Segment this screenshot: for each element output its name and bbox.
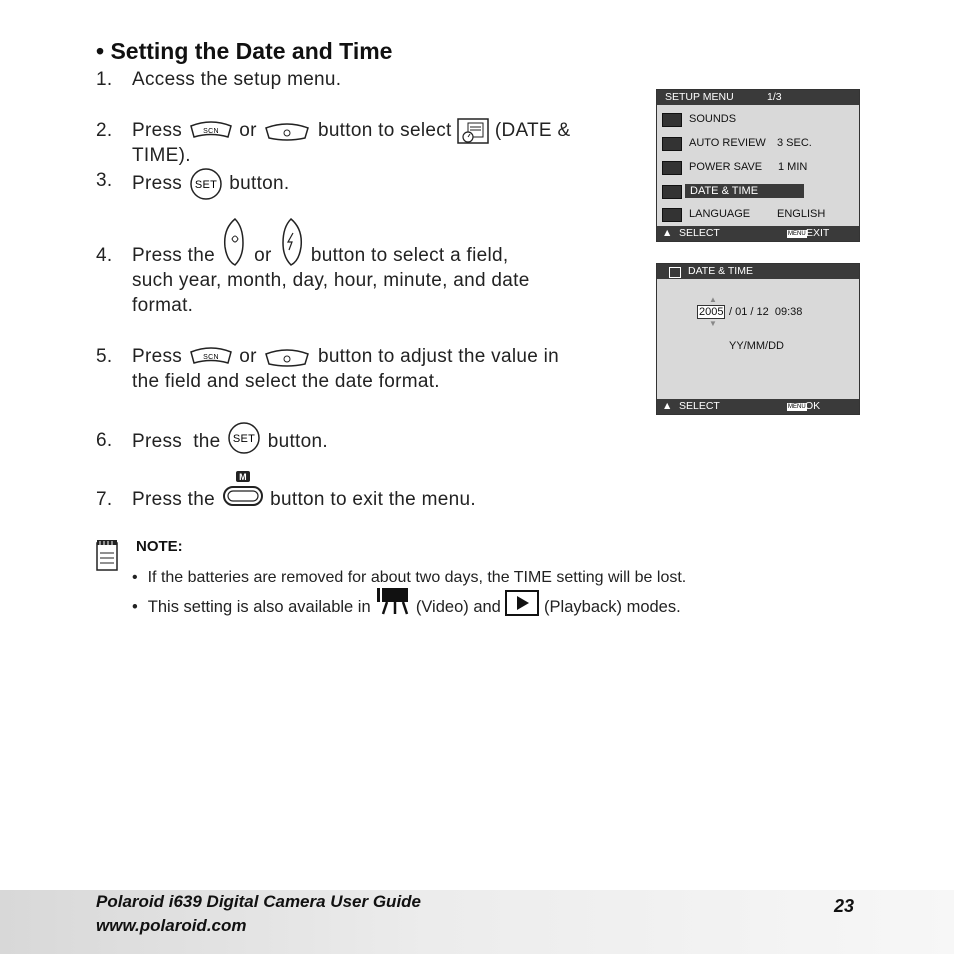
step-text: the field and select the date format. [132,371,440,392]
menu-item-auto-review[interactable]: AUTO REVIEW 3 SEC. [657,133,859,153]
footer-url[interactable]: www.polaroid.com [96,916,247,935]
self-timer-down-button-icon [262,346,312,368]
step-number: 5. [96,346,113,367]
step-text: button to exit the menu. [270,489,476,510]
step-number: 7. [96,489,113,510]
step-text: format. [132,295,194,316]
macro-left-button-icon [221,217,249,267]
step-text: Press the [132,431,221,453]
step-number: 1. [96,69,113,90]
step-text: Press the [132,245,215,266]
step-text: button to select a field, [310,245,509,266]
svg-text:SCN: SCN [202,128,219,135]
step-number: 6. [96,430,113,451]
menu-key-icon: MENU [788,231,806,237]
page-number: 23 [834,896,855,916]
playback-icon [505,590,539,616]
step-number: 3. [96,170,113,191]
svg-text:SCN: SCN [202,353,219,361]
step-text: Press [132,346,183,367]
step-text: button to adjust the value in [317,346,560,367]
menu-button-icon [221,470,265,510]
date-time-icon [669,267,681,278]
menu-key-icon: MENU [788,404,806,410]
step-text: Access the setup menu. [132,69,342,90]
speaker-icon [662,113,682,127]
review-icon [662,137,682,151]
step-number: 2. [96,120,113,141]
page-footer [0,890,954,954]
step-text: button. [229,173,290,195]
notepad-icon [96,539,118,571]
step-text: TIME). [132,145,191,166]
set-button-icon [226,420,262,456]
step-number: 4. [96,245,113,266]
svg-text:SET: SET [194,179,217,191]
scn-up-button-icon [188,346,234,368]
svg-text:M: M [238,471,247,482]
video-camera-icon [375,586,411,616]
year-field[interactable]: 2005 [699,306,724,318]
step-text: or [254,245,272,266]
note-label: NOTE: [136,538,183,555]
power-save-icon [662,161,682,175]
date-time-icon [457,118,489,144]
down-arrow-icon[interactable]: ▼ [709,319,717,328]
menu-item-sounds[interactable]: SOUNDS [657,109,859,129]
step-text: or [239,120,257,142]
step-text: Press [132,120,183,142]
date-time-value: / 01 / 12 09:38 [729,306,803,318]
flash-right-button-icon [277,217,305,267]
date-format[interactable]: YY/MM/DD [729,340,784,352]
up-down-arrows-icon: ▲ [662,400,673,412]
svg-text:SET: SET [232,433,256,445]
up-down-arrows-icon: ▲ [662,227,673,239]
step-text: Press the [132,489,215,510]
step-text: (DATE & [494,120,571,142]
date-time-screen: DATE & TIME ▲ 2005 / 01 / 12 09:38 ▼ YY/MM/DD ▲ SELECT MENU OK [656,263,860,415]
self-timer-down-button-icon [262,120,312,142]
lcd-page: 1/3 [767,91,782,103]
note-bullet: • This setting is also available in (Video) and (Playback) modes. [132,598,681,617]
setup-menu-screen: SETUP MENU 1/3 SOUNDS AUTO REVIEW 3 SEC. POWER SAVE 1 MIN DATE & TIME LANGUAGE ENGLISH ▲ SELECT MENU EXIT [656,89,860,242]
menu-item-language[interactable]: LANGUAGE ENGLISH [657,204,859,224]
lcd-title: DATE & TIME [688,265,753,277]
up-arrow-icon[interactable]: ▲ [709,295,717,304]
menu-item-date-time[interactable]: DATE & TIME [657,181,859,201]
note-bullet: • If the batteries are removed for about two days, the TIME setting will be lost. [132,569,687,586]
scn-up-button-icon [188,120,234,142]
step-text: or [239,346,257,367]
menu-item-power-save[interactable]: POWER SAVE 1 MIN [657,157,859,177]
step-text: button. [267,431,328,453]
lcd-title: SETUP MENU [665,91,734,103]
language-icon [662,208,682,222]
step-text: button to select [317,120,452,142]
page-heading: • Setting the Date and Time [96,38,393,64]
footer-title: Polaroid i639 Digital Camera User Guide [96,892,422,911]
date-time-icon [662,185,682,199]
step-text: Press [132,173,183,195]
set-button-icon [188,164,224,200]
step-text: such year, month, day, hour, minute, and date [132,270,530,291]
